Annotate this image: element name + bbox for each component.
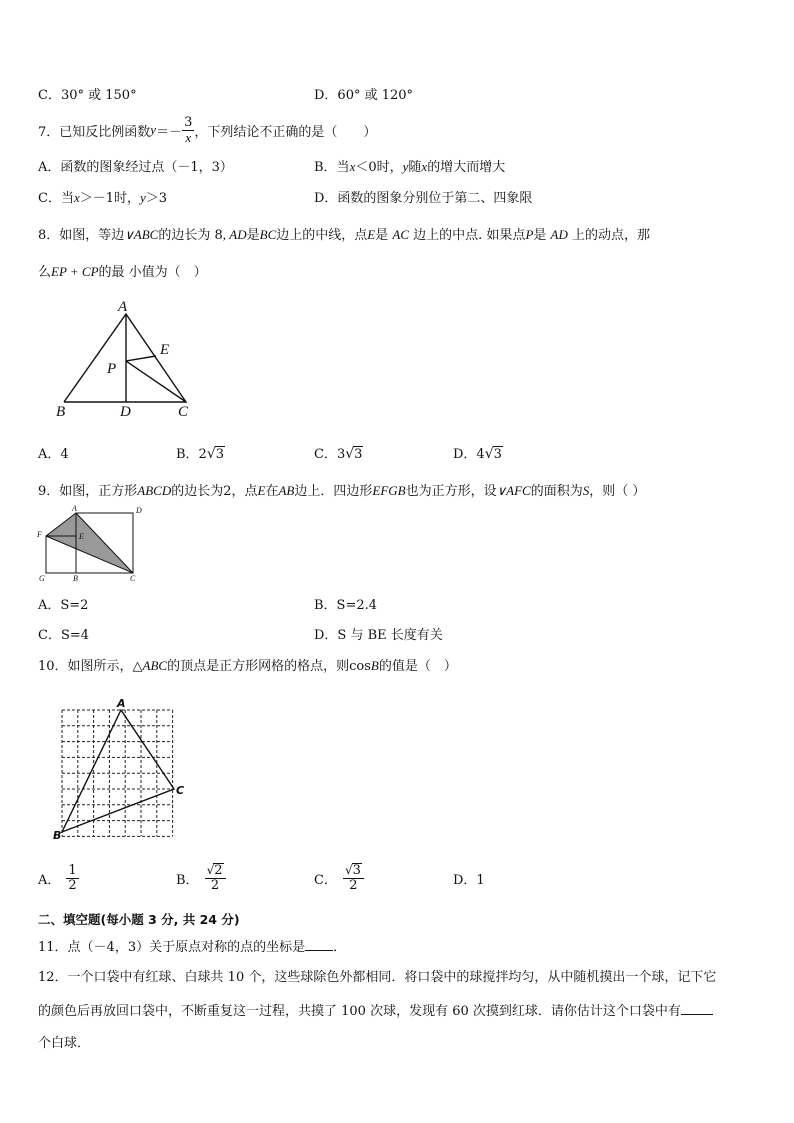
q8-option-d [453,443,503,462]
q8-ad: , AD [222,227,247,242]
q8-expr: EP + CP [51,264,99,279]
q9-tri: ∨AFC [496,483,531,498]
q9-g: ，则（ ） [589,484,646,499]
q8-label-p: P [107,361,117,377]
q7-option-c-pre: C．当 [38,191,74,206]
q9-ab: AB [278,483,295,498]
q9-option-a: A．S=2 [38,598,89,613]
q10-option-c-frac [343,863,364,893]
q7-option-b-x: x [349,159,356,174]
q8-line2 [38,261,207,280]
q10-option-b-radicand: 2 [214,863,223,878]
q9-label-g: G [39,574,45,583]
q10-option-a-frac [66,864,78,893]
q8-triangle-figure [50,296,200,421]
q10-option-a-num: 1 [68,862,77,878]
q8-option-a: A．4 [38,447,69,462]
q8-ad2: AD [550,227,568,242]
q7-frac-den: x [185,129,192,145]
q7-y: y [150,122,157,137]
q8-line2-a: 么 [38,265,52,280]
q7-option-b-post: 的增大而增大 [427,160,506,175]
q8-line1-c: 是 [246,228,260,243]
q8-label-e: E [160,342,170,358]
q10-option-b-den: 2 [210,878,220,893]
q10-option-c-pre: C． [314,872,337,888]
q10-option-d: D．1 [453,873,485,888]
q8-option-d-pre: D．4 [453,447,485,462]
q8-line1 [38,224,650,243]
q8-label-b: B [56,404,66,420]
q8-bc: BC [259,227,277,242]
q7-option-a: A．函数的图象经过点（－1，3） [38,160,233,175]
q10-option-c [314,858,364,898]
q10-option-c-numerator [343,863,364,879]
q10-stem [38,655,457,674]
q9-f: 的面积为 [530,484,583,499]
q10-option-b-numerator [205,863,226,879]
q7-option-b-pre: B．当 [314,160,350,175]
q10-option-a-pre: A． [38,872,61,888]
q8-option-b-pre: B．2 [176,447,207,462]
q9-stem [38,480,645,499]
q12-line2 [38,1000,713,1019]
sqrt-icon: √ [345,446,355,462]
q8-line1-d: 边上的中线，点 [276,228,368,243]
q7-fraction [182,116,194,145]
q10-b: 的顶点是正方形网格的格点，则 [167,659,350,674]
q10-b-var: B [370,658,379,673]
q12-line3: 个白球． [38,1036,91,1051]
q10-grid-figure [50,694,200,844]
q8-option-c [314,443,363,462]
q8-line1-b: 的边长为 [158,228,211,243]
q8-ac: AC [392,227,410,242]
q10-abc: ABC [142,658,168,673]
q11-text: 11．点（－4，3）关于原点对称的点的坐标是 [38,940,306,955]
q10-c: 的值是（ ） [378,659,457,674]
q12-line1: 12．一个口袋中有红球、白球共 10 个，这些球除色外都相同．将口袋中的球搅拌均匀，从中随机摸出一个球，记下它 [38,970,717,985]
q10-option-a [38,858,79,898]
q12-answer-blank[interactable] [681,1002,713,1015]
q9-a: 9．如图，正方形 [38,484,138,499]
q7-option-c [38,187,167,206]
q7-option-d: D．函数的图象分别位于第二、四象限 [314,191,533,206]
q8-line1-h: 上的动点，那 [572,228,651,243]
q9-c: 在 [265,484,279,499]
q7-option-b [314,156,505,175]
q10-option-c-radicand: 3 [352,863,361,878]
q6-option-d: D．60° 或 120° [314,88,414,103]
q9-e-text: 也为正方形，设 [405,484,497,499]
q10-label-a: A [117,697,126,710]
q10-option-c-den: 2 [349,878,358,893]
q8-label-a: A [118,299,128,315]
q7-option-c-mid: ＞－1时， [79,191,141,206]
q8-line1-a: 8．如图，等边 [38,228,125,243]
q9-abcd: ABCD [137,483,172,498]
q7-suffix: ，下列结论不正确的是（ ） [194,124,377,140]
q7-prefix: 7．已知反比例函数 [38,124,151,140]
q8-option-b [176,443,225,462]
q8-option-b-radicand: 3 [215,447,225,462]
sqrt-icon: √ [344,863,353,877]
q9-option-d: D．S 与 BE 长度有关 [314,628,443,643]
q8-label-d: D [120,404,131,420]
q9-d: 边上．四边形 [294,484,373,499]
q6-option-c: C．30° 或 150° [38,88,137,103]
q7-option-c-x: x [73,190,80,205]
q9-option-c: C．S=4 [38,628,90,643]
section-heading: 二、填空题(每小题 3 分, 共 24 分) [38,912,240,927]
q11-answer-blank[interactable] [305,938,333,951]
q9-label-f: F [37,530,42,539]
q9-e: E [257,483,266,498]
q10-label-c: C [176,784,185,797]
q10-cos: cos [349,659,371,674]
q7-option-c-post: ＞3 [145,191,168,206]
sqrt-icon: √ [206,863,215,877]
q9-label-c: C [130,574,136,583]
q7-equals: ＝－ [156,124,183,140]
q7-option-b-x2: x [421,159,428,174]
q7-stem [38,112,376,148]
q8-option-c-radicand: 3 [354,447,363,462]
q8-option-c-pre: C．3 [314,447,346,462]
q7-option-b-mid: ＜0时， [355,160,403,175]
q8-e: E [367,227,376,242]
q8-line1-e: 是 [375,228,389,243]
q10-option-b [176,858,226,898]
q8-line1-g: 是 [533,228,547,243]
q10-option-a-den: 2 [68,877,77,893]
q7-option-c-y: y [140,190,146,205]
sqrt-icon: √ [484,446,494,462]
q8-p: P [525,227,534,242]
q7-option-b-y: y [402,159,409,174]
q10-a: 10．如图所示，△ [38,659,143,674]
q8-line1-f: 边上的中点. 如果点 [413,228,526,243]
q9-label-d: D [136,506,142,515]
q10-option-b-frac [205,863,226,893]
q9-label-a: A [72,505,77,513]
q9-s: S [582,483,590,498]
q9-efgb: EFGB [372,483,406,498]
q9-square-figure [36,505,152,585]
q7-option-b-mid2: 随 [408,160,422,175]
q8-label-c: C [178,404,189,420]
sqrt-icon: √ [206,446,216,462]
q11-end: ． [333,940,347,955]
q7-frac-num: 3 [184,114,193,130]
q9-label-b: B [73,574,78,583]
q12-line2-text: 的颜色后再放回口袋中，不断重复这一过程，共摸了 100 次球，发现有 60 次摸到红球．请你估计这个口袋中有 [38,1004,681,1019]
q10-label-b: B [53,829,62,842]
q9-b: 的边长为2，点 [171,484,258,499]
q8-line2-b: 的最 小值为（ ） [98,265,207,280]
q8-triangle: ∨ABC [124,227,159,242]
q10-option-b-pre: B． [176,872,199,888]
q9-label-e: E [79,532,84,541]
q11 [38,936,346,955]
q9-option-b: B．S=2.4 [314,598,378,613]
q8-option-d-radicand: 3 [493,447,502,462]
q8-side-len: 8 [214,228,223,243]
